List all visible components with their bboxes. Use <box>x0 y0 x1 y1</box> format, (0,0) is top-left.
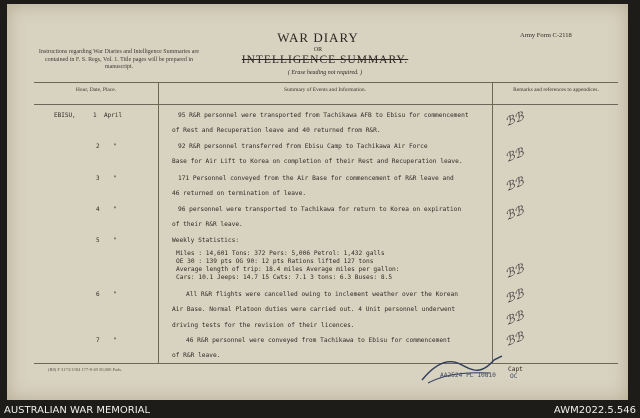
entry-day: 1 <box>93 112 97 119</box>
statistics-line: Cars: 10.1 Jeeps: 14.7 15 Cwts: 7.1 3 tons: 6.3 Buses: 8.5 <box>176 274 393 281</box>
entry-month: " <box>113 291 117 298</box>
archive-reference: AWM2022.5.546 <box>553 405 636 416</box>
entry-place: EBISU, <box>54 112 76 119</box>
entry-month: " <box>113 206 117 213</box>
entry-month: " <box>113 337 117 344</box>
column-summary: Summary of Events and Information. <box>283 87 367 93</box>
entry-month: April <box>104 112 123 119</box>
summary-line: driving tests for the revision of their licences. <box>172 322 355 329</box>
erase-heading-note: ( Erase heading not required. ) <box>287 70 363 76</box>
handwritten-initials-mark: ℬℬ <box>503 286 526 306</box>
summary-line: of R&R leave. <box>172 352 221 359</box>
statistics-line: Average length of trip: 18.4 miles Average miles per gallon: <box>176 266 400 273</box>
column-remarks: Remarks and references to appendices. <box>513 87 599 93</box>
diary-title: WAR DIARY <box>277 30 359 45</box>
summary-line: 96 personnel were transported to Tachikawa for return to Korea on expiration <box>178 206 462 213</box>
signature-rank: Capt <box>508 366 523 373</box>
title-or: OR <box>313 47 323 53</box>
summary-line: of their R&R leave. <box>172 221 243 228</box>
statistics-line: OE 30 : 139 pts OG 90: 12 pts Rations lifted 127 tons <box>176 258 374 265</box>
entry-month: " <box>113 175 117 182</box>
summary-line: 95 R&R personnel were transported from Tachikawa AFB to Ebisu for commencement <box>178 112 469 119</box>
handwritten-initials-mark: ℬℬ <box>503 109 526 129</box>
weekly-statistics-heading: Weekly Statistics: <box>172 237 240 244</box>
instructions-text: Instructions regarding War Diaries and Intelligence Summaries are contained in F. S. Regs, Vol. 1. Title pages will be prepared in manuscript. <box>38 49 200 70</box>
statistics-line: Miles : 14,601 Tons: 372 Pers: 5,006 Petrol: 1,432 galls <box>176 250 385 257</box>
army-form-number: Army Form C-2118 <box>520 32 572 39</box>
archive-footer <box>0 403 640 418</box>
handwritten-initials-mark: ℬℬ <box>503 329 526 349</box>
summary-line: 46 R&R personnel were conveyed from Tachikawa to Ebisu for commencement <box>186 337 451 344</box>
archive-name: AUSTRALIAN WAR MEMORIAL <box>4 405 151 416</box>
handwritten-initials-mark: ℬℬ <box>503 261 526 281</box>
summary-line: 92 R&R personnel transferred from Ebisu Camp to Tachikawa Air Force <box>178 143 428 150</box>
summary-line: 171 Personnel conveyed from the Air Base for commencement of R&R leave and <box>178 175 454 182</box>
entry-month: " <box>113 237 117 244</box>
summary-line: Base for Air Lift to Korea on completion of their Rest and Recuperation leave. <box>172 158 463 165</box>
handwritten-initials-mark: ℬℬ <box>503 203 526 223</box>
header-rule-top <box>34 82 618 83</box>
entry-day: 6 <box>96 291 100 298</box>
entry-day: 3 <box>96 175 100 182</box>
table-rule-bottom <box>34 363 618 364</box>
column-divider-left <box>158 82 159 364</box>
entry-day: 5 <box>96 237 100 244</box>
entry-day: 4 <box>96 206 100 213</box>
header-rule-bottom <box>34 104 618 105</box>
entry-day: 2 <box>96 143 100 150</box>
column-divider-right <box>492 82 493 364</box>
handwritten-initials-mark: ℬℬ <box>503 308 526 328</box>
intelligence-summary-heading: INTELLIGENCE SUMMARY. <box>241 54 409 66</box>
handwritten-initials-mark: ℬℬ <box>503 145 526 165</box>
summary-line: Air Base. Normal Platoon duties were carried out. 4 Unit personnel underwent <box>172 306 456 313</box>
officer-commanding-label: OC <box>510 373 518 380</box>
summary-line: 46 returned on termination of leave. <box>172 190 307 197</box>
printer-imprint: (B8) F 3173/1584 177-8-49 50,000 Pads. <box>48 367 123 372</box>
summary-line: All R&R flights were cancelled owing to inclement weather over the Korean <box>186 291 458 298</box>
signature-stamp: AA2524 PL 10810 <box>440 372 496 379</box>
column-hour-date-place: Hour, Date, Place. <box>75 87 117 93</box>
summary-line: of Rest and Recuperation leave and 40 returned from R&R. <box>172 127 381 134</box>
handwritten-initials-mark: ℬℬ <box>503 174 526 194</box>
entry-month: " <box>113 143 117 150</box>
entry-day: 7 <box>96 337 100 344</box>
